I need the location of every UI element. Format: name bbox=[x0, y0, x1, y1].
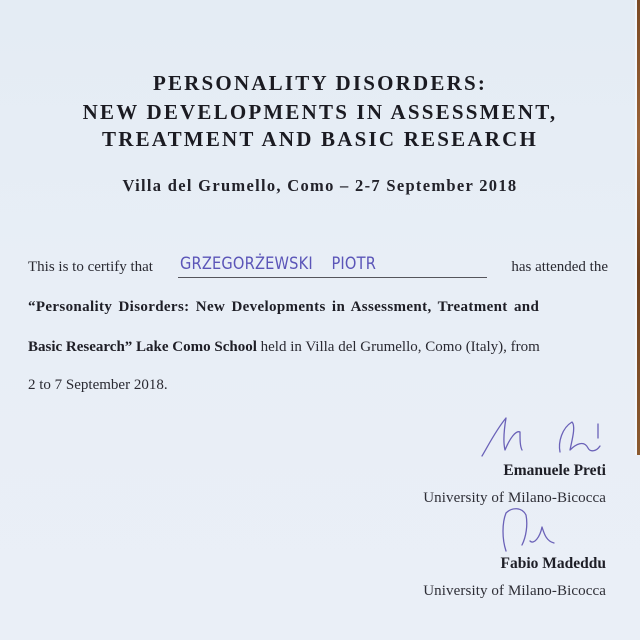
course-title-line: “Personality Disorders: New Developments in Assessment, Treatment and bbox=[28, 299, 540, 315]
course-location-line bbox=[28, 339, 608, 356]
title-line-2: NEW DEVELOPMENTS IN ASSESSMENT, bbox=[82, 100, 558, 124]
title-line-3: TREATMENT AND BASIC RESEARCH bbox=[102, 127, 538, 151]
venue-and-date: Villa del Grumello, Como – 2-7 September 2018 bbox=[122, 176, 518, 195]
attendee-name-handwritten: GRZEGORŻEWSKI PIOTR bbox=[180, 254, 377, 274]
course-dates-line: 2 to 7 September 2018. bbox=[28, 377, 168, 393]
attendee-name-field bbox=[178, 253, 487, 278]
course-location-text: held in Villa del Grumello, Como (Italy), from bbox=[256, 339, 540, 355]
title-line-1: PERSONALITY DISORDERS: bbox=[152, 71, 488, 95]
signatory-block-preti bbox=[423, 412, 606, 507]
signatory-name-preti: Emanuele Preti bbox=[503, 462, 606, 479]
course-title-continued: Basic Research” Lake Como School bbox=[28, 339, 257, 355]
signature-madeddu bbox=[423, 505, 606, 553]
signatory-affiliation-preti: University of Milano-Bicocca bbox=[423, 490, 606, 506]
certify-prefix: This is to certify that bbox=[28, 259, 153, 275]
signature-madeddu-icon bbox=[476, 505, 606, 553]
signature-preti bbox=[423, 412, 606, 460]
signatory-affiliation-madeddu: University of Milano-Bicocca bbox=[423, 583, 606, 599]
signatory-block-madeddu bbox=[423, 505, 606, 600]
signatory-name-madeddu: Fabio Madeddu bbox=[500, 555, 606, 572]
signature-preti-icon bbox=[476, 412, 606, 460]
certify-suffix: has attended the bbox=[511, 259, 608, 275]
